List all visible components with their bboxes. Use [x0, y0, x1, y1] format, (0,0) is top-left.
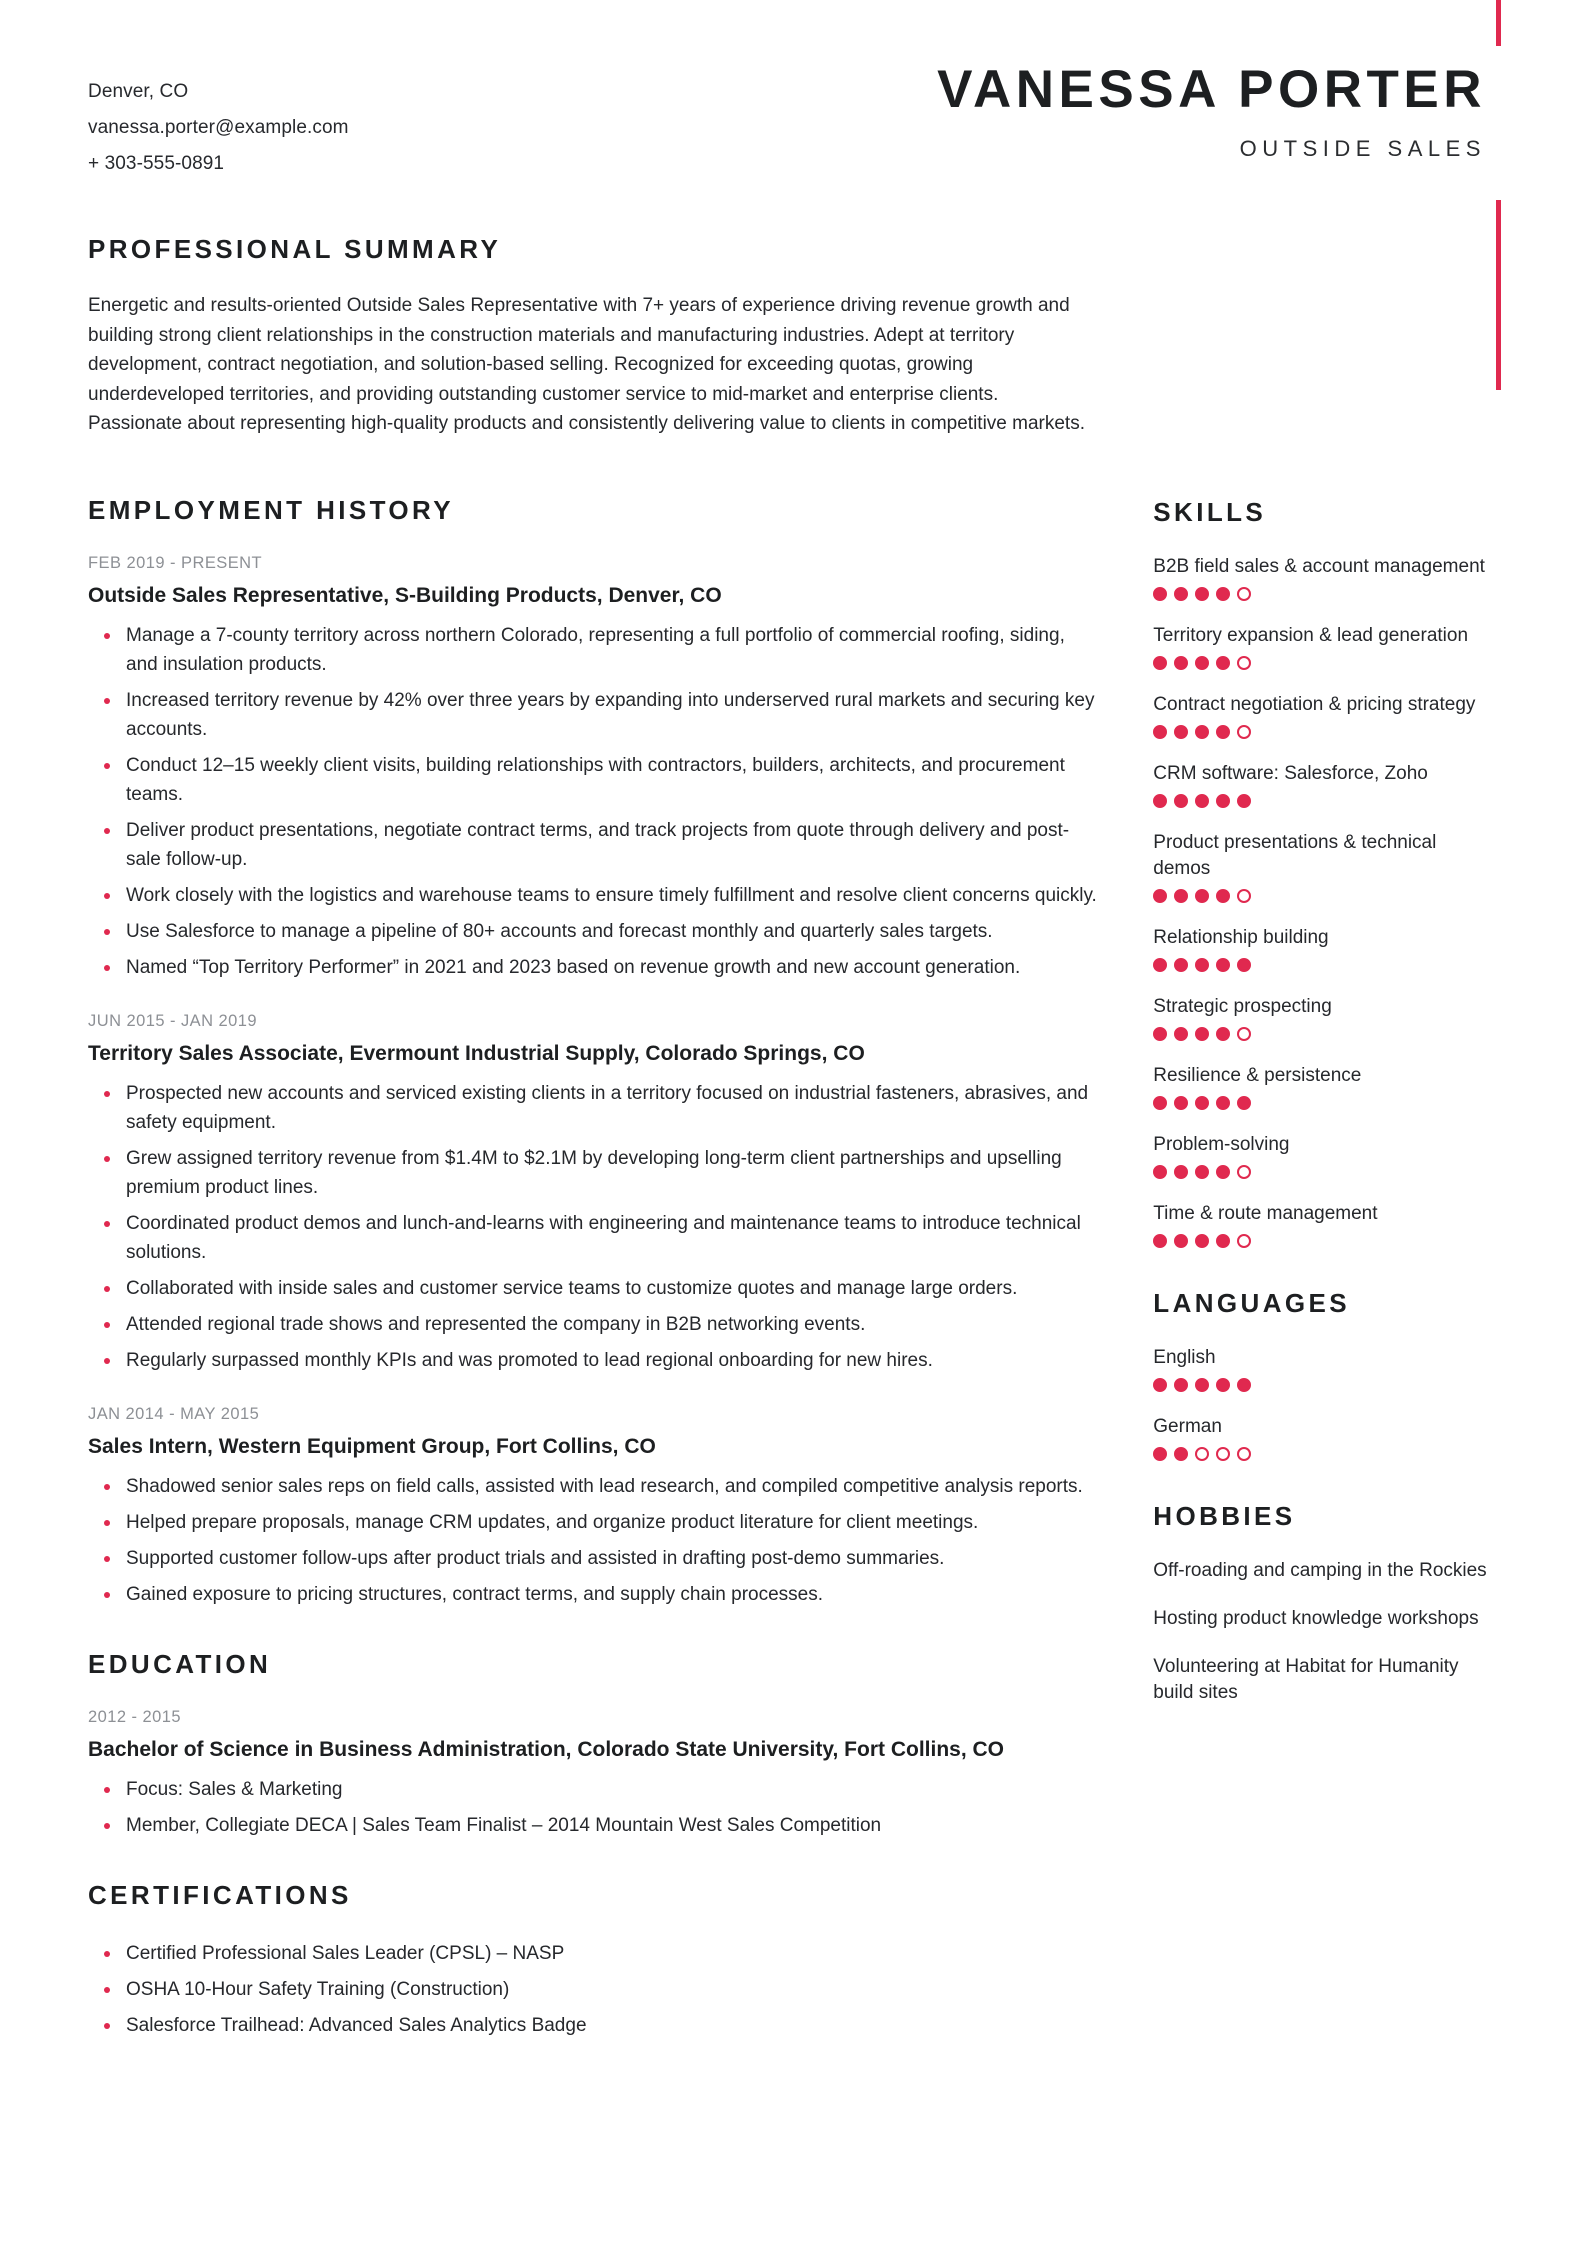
hobbies-section: [1153, 1501, 1496, 1706]
language-item-label: English: [1153, 1346, 1216, 1368]
rating-dot-filled: [1216, 1027, 1230, 1041]
rating-dots: [1153, 656, 1496, 670]
rating-dots: [1153, 1027, 1496, 1041]
sidebar-column: [1153, 495, 1496, 1746]
bullet-item: Deliver product presentations, negotiate contract terms, and track projects from quote through delivery and post-sale follow-up.: [88, 816, 1101, 874]
job-entry: [88, 1012, 1101, 1375]
skill-item-label: Product presentations & technical demos: [1153, 831, 1437, 879]
bullet-item: Work closely with the logistics and warehouse teams to ensure timely fulfillment and resolve client concerns quickly.: [88, 881, 1101, 910]
rating-dots: [1153, 794, 1496, 808]
education-section: [88, 1649, 1101, 1840]
rating-dot-empty: [1237, 1234, 1251, 1248]
rating-dot-filled: [1216, 889, 1230, 903]
skill-item: [1153, 925, 1496, 972]
bullet-item: Collaborated with inside sales and customer service teams to customize quotes and manage large orders.: [88, 1274, 1101, 1303]
skill-item: [1153, 1201, 1496, 1248]
rating-dots: [1153, 725, 1496, 739]
rating-dot-filled: [1153, 958, 1167, 972]
language-item: [1153, 1345, 1496, 1392]
hobby-item: Off-roading and camping in the Rockies: [1153, 1559, 1487, 1581]
bullet-item: Coordinated product demos and lunch-and-learns with engineering and maintenance teams to introduce technical solutions.: [88, 1209, 1101, 1267]
rating-dot-filled: [1216, 1096, 1230, 1110]
rating-dot-filled: [1174, 725, 1188, 739]
rating-dot-filled: [1174, 958, 1188, 972]
skill-item: [1153, 830, 1496, 903]
skill-item: [1153, 623, 1496, 670]
skill-item: [1153, 692, 1496, 739]
bullet-item: Named “Top Territory Performer” in 2021 and 2023 based on revenue growth and new account generation.: [88, 953, 1101, 982]
skill-item: [1153, 761, 1496, 808]
education-heading: EDUCATION: [88, 1648, 272, 1679]
bullet-item: Helped prepare proposals, manage CRM updates, and organize product literature for client meetings.: [88, 1508, 1101, 1537]
rating-dot-filled: [1174, 1447, 1188, 1461]
skills-list: [1153, 554, 1496, 1248]
summary-text: Energetic and results-oriented Outside Sales Representative with 7+ years of experience driving revenue growth and building strong client relationships in the construction materials and manufacturing industries. Adept at territory development, contract negotiation, and solution-based selling. Recognized for exceeding quotas, growing underdeveloped territories, and providing outstanding customer service to mid-market and enterprise clients. Passionate about representing high-quality products and consistently delivering value to clients in competitive markets.: [88, 295, 1085, 434]
rating-dot-filled: [1153, 1234, 1167, 1248]
skill-item-label: Contract negotiation & pricing strategy: [1153, 693, 1476, 715]
rating-dot-filled: [1195, 1096, 1209, 1110]
bullet-item: Conduct 12–15 weekly client visits, building relationships with contractors, builders, architects, and procurement teams.: [88, 751, 1101, 809]
rating-dot-filled: [1216, 1234, 1230, 1248]
rating-dot-filled: [1195, 656, 1209, 670]
rating-dot-filled: [1195, 889, 1209, 903]
skill-item-label: Resilience & persistence: [1153, 1064, 1362, 1086]
accent-bar-top: [1496, 0, 1501, 46]
skill-item-label: Territory expansion & lead generation: [1153, 624, 1469, 646]
bullet-list: [88, 1079, 1101, 1375]
certification-item: OSHA 10-Hour Safety Training (Construction): [88, 1975, 1101, 2004]
name-block: [558, 62, 1496, 162]
rating-dot-empty: [1195, 1447, 1209, 1461]
entry-date: JUN 2015 - JAN 2019: [88, 1011, 258, 1030]
rating-dot-filled: [1174, 1234, 1188, 1248]
skill-item: [1153, 554, 1496, 601]
contact-location: Denver, CO: [88, 81, 189, 102]
rating-dot-filled: [1195, 794, 1209, 808]
rating-dot-filled: [1216, 587, 1230, 601]
rating-dot-filled: [1237, 1378, 1251, 1392]
bullet-list: [88, 1775, 1101, 1840]
rating-dot-empty: [1237, 725, 1251, 739]
professional-summary-section: [0, 182, 1588, 439]
skills-section: [1153, 497, 1496, 1248]
main-column: [88, 495, 1101, 2080]
rating-dot-filled: [1216, 1378, 1230, 1392]
rating-dots: [1153, 889, 1496, 903]
rating-dots: [1153, 1165, 1496, 1179]
skill-item-label: B2B field sales & account management: [1153, 555, 1485, 577]
bullet-item: Use Salesforce to manage a pipeline of 80+ accounts and forecast monthly and quarterly sales targets.: [88, 917, 1101, 946]
rating-dots: [1153, 1447, 1496, 1461]
skill-item-label: Strategic prospecting: [1153, 995, 1332, 1017]
rating-dot-filled: [1195, 725, 1209, 739]
rating-dot-filled: [1216, 958, 1230, 972]
contact-email[interactable]: vanessa.porter@example.com: [88, 117, 349, 138]
rating-dot-filled: [1195, 1234, 1209, 1248]
rating-dot-filled: [1153, 725, 1167, 739]
contact-phone[interactable]: + 303-555-0891: [88, 153, 225, 174]
rating-dot-filled: [1174, 1096, 1188, 1110]
skill-item-label: CRM software: Salesforce, Zoho: [1153, 762, 1428, 784]
rating-dot-filled: [1195, 1165, 1209, 1179]
certification-list: [88, 1939, 1101, 2040]
bullet-item: Member, Collegiate DECA | Sales Team Finalist – 2014 Mountain West Sales Competition: [88, 1811, 1101, 1840]
rating-dots: [1153, 1234, 1496, 1248]
rating-dot-filled: [1237, 958, 1251, 972]
rating-dot-filled: [1153, 794, 1167, 808]
skill-item: [1153, 1063, 1496, 1110]
rating-dot-filled: [1195, 587, 1209, 601]
rating-dot-filled: [1174, 1165, 1188, 1179]
skills-heading: SKILLS: [1153, 496, 1267, 527]
rating-dot-filled: [1153, 889, 1167, 903]
languages-heading: LANGUAGES: [1153, 1287, 1350, 1318]
skill-item: [1153, 1132, 1496, 1179]
rating-dot-filled: [1195, 958, 1209, 972]
bullet-item: Grew assigned territory revenue from $1.4M to $2.1M by developing long-term client partnerships and upselling premium product lines.: [88, 1144, 1101, 1202]
entry-title: Territory Sales Associate, Evermount Industrial Supply, Colorado Springs, CO: [88, 1041, 865, 1065]
languages-section: [1153, 1288, 1496, 1461]
rating-dot-filled: [1153, 1165, 1167, 1179]
rating-dot-filled: [1216, 1165, 1230, 1179]
entry-date: JAN 2014 - MAY 2015: [88, 1404, 260, 1423]
rating-dot-empty: [1237, 587, 1251, 601]
rating-dot-filled: [1195, 1378, 1209, 1392]
rating-dot-filled: [1174, 794, 1188, 808]
rating-dot-filled: [1237, 794, 1251, 808]
rating-dot-empty: [1237, 1027, 1251, 1041]
bullet-item: Increased territory revenue by 42% over three years by expanding into underserved rural markets and securing key accounts.: [88, 686, 1101, 744]
employment-heading: EMPLOYMENT HISTORY: [88, 494, 455, 525]
bullet-item: Manage a 7-county territory across northern Colorado, representing a full portfolio of commercial roofing, siding, and insulation products.: [88, 621, 1101, 679]
bullet-item: Focus: Sales & Marketing: [88, 1775, 1101, 1804]
rating-dot-filled: [1153, 1096, 1167, 1110]
rating-dot-filled: [1216, 794, 1230, 808]
certification-item: Certified Professional Sales Leader (CPSL) – NASP: [88, 1939, 1101, 1968]
rating-dot-filled: [1195, 1027, 1209, 1041]
rating-dot-filled: [1153, 1447, 1167, 1461]
candidate-name: VANESSA PORTER: [937, 60, 1486, 119]
bullet-list: [88, 1472, 1101, 1609]
education-list: [88, 1708, 1101, 1840]
rating-dot-empty: [1237, 889, 1251, 903]
rating-dots: [1153, 1378, 1496, 1392]
languages-list: [1153, 1345, 1496, 1461]
bullet-item: Gained exposure to pricing structures, contract terms, and supply chain processes.: [88, 1580, 1101, 1609]
job-entry: [88, 1405, 1101, 1609]
rating-dot-filled: [1216, 656, 1230, 670]
hobby-item: Volunteering at Habitat for Humanity build sites: [1153, 1655, 1459, 1703]
rating-dots: [1153, 958, 1496, 972]
skill-item-label: Problem-solving: [1153, 1133, 1290, 1155]
rating-dot-filled: [1153, 587, 1167, 601]
entry-title: Bachelor of Science in Business Administration, Colorado State University, Fort Collins, CO: [88, 1737, 1005, 1761]
bullet-item: Prospected new accounts and serviced existing clients in a territory focused on industrial fasteners, abrasives, and safety equipment.: [88, 1079, 1101, 1137]
certifications-heading: CERTIFICATIONS: [88, 1879, 352, 1910]
rating-dot-empty: [1216, 1447, 1230, 1461]
entry-date: FEB 2019 - PRESENT: [88, 553, 263, 572]
entry-title: Sales Intern, Western Equipment Group, Fort Collins, CO: [88, 1434, 656, 1458]
rating-dot-filled: [1174, 889, 1188, 903]
entry-date: 2012 - 2015: [88, 1707, 182, 1726]
rating-dot-filled: [1237, 1096, 1251, 1110]
bullet-list: [88, 621, 1101, 982]
entry-title: Outside Sales Representative, S-Building Products, Denver, CO: [88, 583, 722, 607]
rating-dot-filled: [1216, 725, 1230, 739]
rating-dot-filled: [1153, 1378, 1167, 1392]
certifications-section: [88, 1880, 1101, 2040]
job-entry: [88, 1708, 1101, 1840]
hobbies-heading: HOBBIES: [1153, 1500, 1296, 1531]
rating-dots: [1153, 1096, 1496, 1110]
employment-section: [88, 495, 1101, 1609]
candidate-role: OUTSIDE SALES: [1239, 135, 1486, 161]
language-item-label: German: [1153, 1415, 1222, 1437]
body-columns: [0, 439, 1588, 2080]
skill-item-label: Time & route management: [1153, 1202, 1378, 1224]
rating-dot-empty: [1237, 1447, 1251, 1461]
rating-dot-filled: [1153, 656, 1167, 670]
bullet-item: Attended regional trade shows and represented the company in B2B networking events.: [88, 1310, 1101, 1339]
rating-dot-empty: [1237, 1165, 1251, 1179]
bullet-item: Shadowed senior sales reps on field calls, assisted with lead research, and compiled competitive analysis reports.: [88, 1472, 1101, 1501]
skill-item-label: Relationship building: [1153, 926, 1329, 948]
hobbies-list: [1153, 1558, 1496, 1706]
accent-bar-side: [1496, 200, 1501, 390]
rating-dot-filled: [1174, 1378, 1188, 1392]
language-item: [1153, 1414, 1496, 1461]
certification-item: Salesforce Trailhead: Advanced Sales Analytics Badge: [88, 2011, 1101, 2040]
bullet-item: Regularly surpassed monthly KPIs and was promoted to lead regional onboarding for new hires.: [88, 1346, 1101, 1375]
rating-dot-filled: [1174, 656, 1188, 670]
rating-dot-filled: [1174, 1027, 1188, 1041]
rating-dots: [1153, 587, 1496, 601]
bullet-item: Supported customer follow-ups after product trials and assisted in drafting post-demo summaries.: [88, 1544, 1101, 1573]
rating-dot-filled: [1153, 1027, 1167, 1041]
contact-info: [88, 62, 558, 182]
job-entry: [88, 554, 1101, 982]
rating-dot-filled: [1174, 587, 1188, 601]
job-list: [88, 554, 1101, 1609]
rating-dot-empty: [1237, 656, 1251, 670]
skill-item: [1153, 994, 1496, 1041]
summary-heading: PROFESSIONAL SUMMARY: [88, 234, 502, 264]
resume-header: [0, 0, 1588, 182]
hobby-item: Hosting product knowledge workshops: [1153, 1607, 1479, 1629]
